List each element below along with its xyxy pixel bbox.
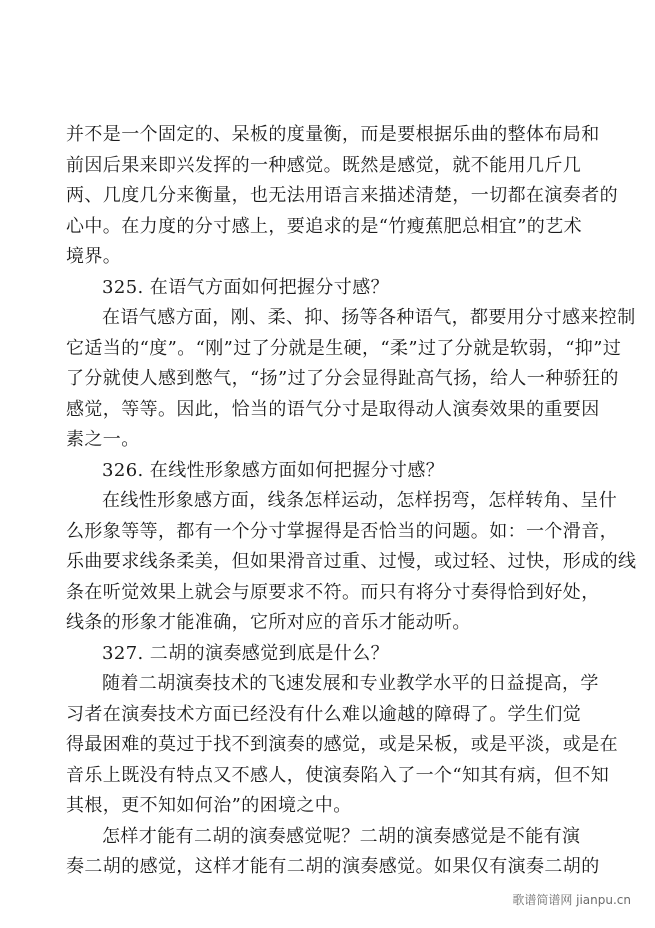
text-line: 素之一。 (66, 429, 140, 450)
question-heading: 326. 在线性形象感方面如何把握分寸感？ (102, 459, 445, 481)
text-line: 其根，更不知如何治”的困境之中。 (66, 795, 352, 816)
text-line: 随着二胡演奏技术的飞速发展和专业教学水平的日益提高，学 (102, 673, 599, 694)
text-line: 它适当的“度”。“刚”过了分就是生硬，“柔”过了分就是软弱，“抑”过 (66, 337, 622, 359)
text-line: 怎样才能有二胡的演奏感觉呢？二胡的演奏感觉是不能有演 (102, 825, 581, 847)
text-line: 在线性形象感方面，线条怎样运动，怎样拐弯，怎样转角、呈什 (102, 490, 618, 511)
question-heading: 327. 二胡的演奏感觉到底是什么？ (102, 642, 389, 664)
text-line: 并不是一个固定的、呆板的度量衡，而是要根据乐曲的整体布局和 (66, 124, 600, 145)
text-line: 前因后果来即兴发挥的一种感觉。既然是感觉，就不能用几斤几 (66, 154, 582, 176)
text-line: 感觉，等等。因此，恰当的语气分寸是取得动人演奏效果的重要因 (66, 398, 600, 420)
text-line: 乐曲要求线条柔美，但如果滑音过重、过慢，或过轻、过快，形成的线 (66, 551, 637, 572)
text-line: 了分就使人感到憋气，“扬”过了分会显得趾高气扬，给人一种骄狂的 (66, 368, 619, 389)
text-line: 习者在演奏技术方面已经没有什么难以逾越的障碍了。学生们觉 (66, 703, 582, 725)
text-line: 两、几度几分来衡量，也无法用语言来描述清楚，一切都在演奏者的 (66, 185, 618, 206)
question-heading: 325. 在语气方面如何把握分寸感？ (102, 276, 389, 298)
site-watermark: 歌谱简谱网 jianpu.cn (512, 893, 631, 907)
text-line: 条在听觉效果上就会与原要求不符。而只有将分寸奏得恰到好处， (66, 581, 600, 603)
text-line: 在语气感方面，刚、柔、抑、扬等各种语气，都要用分寸感来控制 (102, 307, 636, 328)
page-text (66, 120, 637, 883)
text-line: 音乐上既没有特点又不感人，使演奏陷入了一个“知其有病，但不知 (66, 764, 610, 786)
text-line: 么形象等等，都有一个分寸掌握得是否恰当的问题。如：一个滑音， (66, 520, 618, 542)
text-line: 境界。 (66, 246, 122, 267)
text-line: 心中。在力度的分寸感上，要追求的是“竹瘦蕉肥总相宜”的艺术 (66, 215, 583, 237)
text-line: 线条的形象才能准确，它所对应的音乐才能动听。 (66, 612, 471, 633)
text-line: 得最困难的莫过于找不到演奏的感觉，或是呆板，或是平淡，或是在 (66, 734, 618, 755)
text-line: 奏二胡的感觉，这样才能有二胡的演奏感觉。如果仅有演奏二胡的 (66, 856, 600, 877)
